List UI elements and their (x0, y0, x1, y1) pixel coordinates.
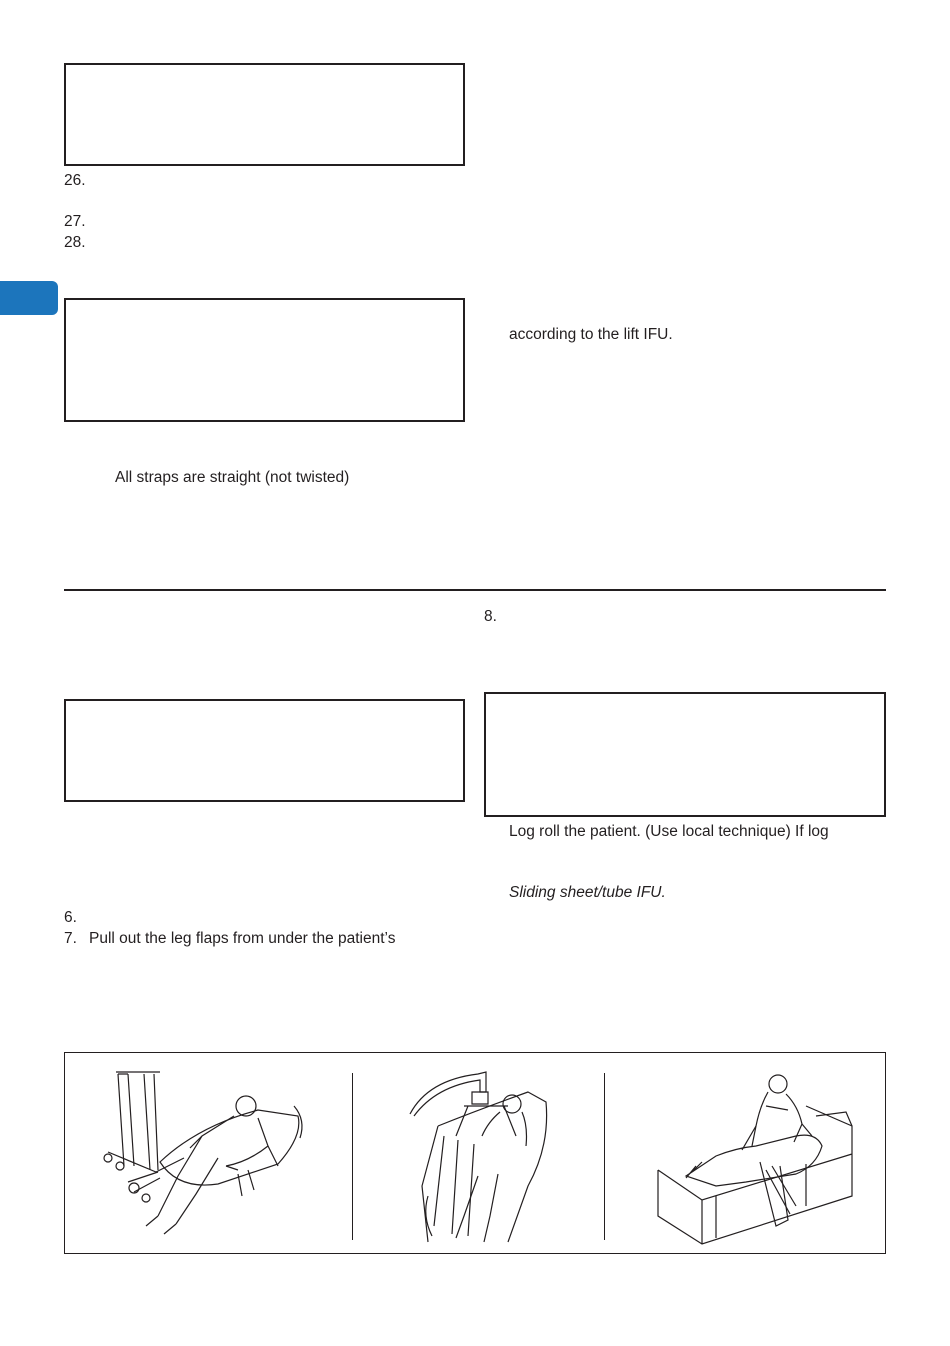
log-roll-text: Log roll the patient. (Use local technique) If log (509, 823, 829, 840)
caregiver-log-rolling-patient-illustration (656, 1066, 856, 1246)
warning-box-lower (64, 699, 465, 802)
patient-lifted-in-sling-illustration (408, 1066, 554, 1246)
check-item-straps: All straps are straight (not twisted) (115, 469, 350, 486)
caution-box-lower (484, 692, 886, 817)
patient-lying-on-sling-with-lift-illustration (98, 1066, 308, 1244)
step-27-number: 27. (64, 213, 86, 230)
sliding-sheet-reference: Sliding sheet/tube IFU. (509, 884, 666, 901)
step-7-text: Pull out the leg flaps from under the patient’s (89, 930, 396, 947)
step-8-number: 8. (484, 608, 497, 625)
step-26-number: 26. (64, 172, 86, 189)
figure-divider-1 (352, 1073, 353, 1240)
figure-divider-2 (604, 1073, 605, 1240)
warning-box (64, 63, 465, 166)
step-28-number: 28. (64, 234, 86, 251)
step-7-number: 7. (64, 930, 77, 947)
section-tab (0, 281, 58, 315)
step-6-number: 6. (64, 909, 77, 926)
section-divider (64, 589, 886, 591)
caution-box (64, 298, 465, 422)
lift-ifu-note: according to the lift IFU. (509, 326, 673, 343)
